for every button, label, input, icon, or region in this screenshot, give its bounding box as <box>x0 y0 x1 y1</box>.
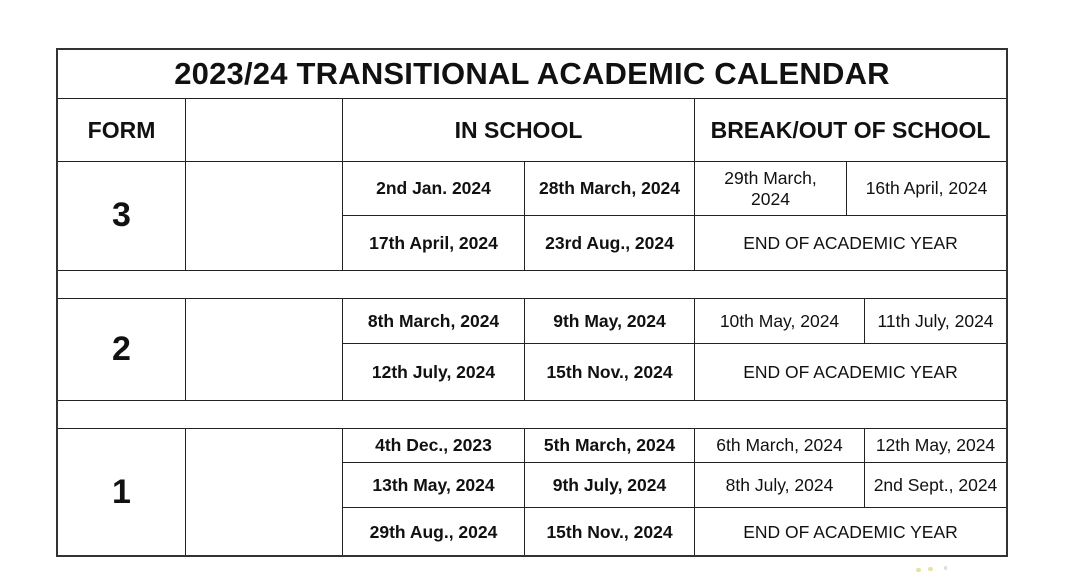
header-form: FORM <box>57 98 186 162</box>
form-number: 1 <box>57 428 186 557</box>
header-break: BREAK/OUT OF SCHOOL <box>694 98 1007 162</box>
break-start: 29th March, 2024 <box>694 161 847 216</box>
in-school-end: 15th Nov., 2024 <box>524 507 695 557</box>
in-school-start: 2nd Jan. 2024 <box>342 161 525 216</box>
form-number: 3 <box>57 161 186 271</box>
in-school-start: 29th Aug., 2024 <box>342 507 525 557</box>
end-of-year-note: END OF ACADEMIC YEAR <box>694 215 1007 271</box>
in-school-start: 8th March, 2024 <box>342 298 525 344</box>
watermark-mark <box>914 566 954 572</box>
in-school-end: 5th March, 2024 <box>524 428 695 463</box>
end-of-year-note: END OF ACADEMIC YEAR <box>694 507 1007 557</box>
break-end: 12th May, 2024 <box>864 428 1007 463</box>
blank-cell <box>185 298 343 401</box>
calendar-title: 2023/24 TRANSITIONAL ACADEMIC CALENDAR <box>57 49 1007 99</box>
in-school-end: 28th March, 2024 <box>524 161 695 216</box>
blank-cell <box>185 428 343 557</box>
blank-cell <box>185 161 343 271</box>
in-school-end: 23rd Aug., 2024 <box>524 215 695 271</box>
in-school-end: 9th May, 2024 <box>524 298 695 344</box>
header-blank <box>185 98 343 162</box>
break-end: 11th July, 2024 <box>864 298 1007 344</box>
in-school-start: 13th May, 2024 <box>342 462 525 508</box>
end-of-year-note: END OF ACADEMIC YEAR <box>694 343 1007 401</box>
in-school-start: 12th July, 2024 <box>342 343 525 401</box>
form-number: 2 <box>57 298 186 401</box>
spacer-row <box>57 270 1007 299</box>
in-school-start: 17th April, 2024 <box>342 215 525 271</box>
break-end: 2nd Sept., 2024 <box>864 462 1007 508</box>
break-start: 10th May, 2024 <box>694 298 865 344</box>
break-start: 8th July, 2024 <box>694 462 865 508</box>
break-end: 16th April, 2024 <box>846 161 1007 216</box>
spacer-row <box>57 400 1007 429</box>
break-start: 6th March, 2024 <box>694 428 865 463</box>
in-school-start: 4th Dec., 2023 <box>342 428 525 463</box>
header-in-school: IN SCHOOL <box>342 98 695 162</box>
in-school-end: 15th Nov., 2024 <box>524 343 695 401</box>
in-school-end: 9th July, 2024 <box>524 462 695 508</box>
